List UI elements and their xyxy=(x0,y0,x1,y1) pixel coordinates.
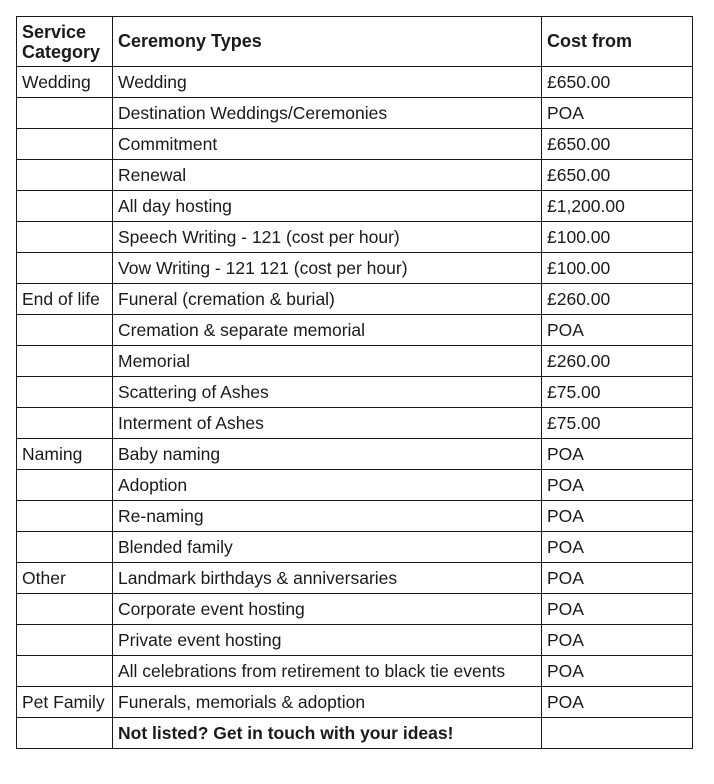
table-row xyxy=(17,532,693,563)
cell-cost: POA xyxy=(542,439,693,470)
cell-category xyxy=(17,160,113,191)
header-service-category: Service Category xyxy=(17,17,113,67)
cell-category xyxy=(17,129,113,160)
cell-category: Naming xyxy=(17,439,113,470)
cell-cost: POA xyxy=(542,687,693,718)
footer-cost-cell xyxy=(542,718,693,749)
cell-cost: POA xyxy=(542,315,693,346)
cell-ceremony: Corporate event hosting xyxy=(113,594,542,625)
table-row xyxy=(17,253,693,284)
cell-ceremony: All celebrations from retirement to black tie events xyxy=(113,656,542,687)
cell-category: Other xyxy=(17,563,113,594)
table-row xyxy=(17,470,693,501)
table-row xyxy=(17,129,693,160)
table-row xyxy=(17,563,693,594)
table-body xyxy=(17,67,693,749)
cell-ceremony: Funeral (cremation & burial) xyxy=(113,284,542,315)
table-row xyxy=(17,594,693,625)
footer-category-cell xyxy=(17,718,113,749)
cell-cost: POA xyxy=(542,532,693,563)
cell-cost: £75.00 xyxy=(542,408,693,439)
header-cost-from: Cost from xyxy=(542,17,693,67)
cell-ceremony: Cremation & separate memorial xyxy=(113,315,542,346)
header-row xyxy=(17,17,693,67)
cell-ceremony: All day hosting xyxy=(113,191,542,222)
cell-cost: £75.00 xyxy=(542,377,693,408)
footer-row xyxy=(17,718,693,749)
cell-category xyxy=(17,408,113,439)
table-row xyxy=(17,346,693,377)
cell-ceremony: Interment of Ashes xyxy=(113,408,542,439)
cell-ceremony: Blended family xyxy=(113,532,542,563)
table-row xyxy=(17,315,693,346)
cell-category xyxy=(17,656,113,687)
table-row xyxy=(17,439,693,470)
cell-cost: POA xyxy=(542,470,693,501)
cell-ceremony: Baby naming xyxy=(113,439,542,470)
cell-ceremony: Renewal xyxy=(113,160,542,191)
cell-ceremony: Funerals, memorials & adoption xyxy=(113,687,542,718)
cell-category xyxy=(17,377,113,408)
cell-category xyxy=(17,315,113,346)
table-row xyxy=(17,67,693,98)
table-row xyxy=(17,160,693,191)
cell-category xyxy=(17,253,113,284)
table-header xyxy=(17,17,693,67)
cell-cost: £650.00 xyxy=(542,129,693,160)
cell-ceremony: Destination Weddings/Ceremonies xyxy=(113,98,542,129)
cell-category xyxy=(17,346,113,377)
table-row xyxy=(17,284,693,315)
cell-ceremony: Vow Writing - 121 121 (cost per hour) xyxy=(113,253,542,284)
not-listed-note: Not listed? Get in touch with your ideas! xyxy=(113,718,542,749)
cell-ceremony: Memorial xyxy=(113,346,542,377)
cell-cost: POA xyxy=(542,594,693,625)
cell-category xyxy=(17,470,113,501)
table-row xyxy=(17,656,693,687)
cell-cost: £260.00 xyxy=(542,284,693,315)
cell-cost: POA xyxy=(542,98,693,129)
cell-ceremony: Private event hosting xyxy=(113,625,542,656)
cell-cost: POA xyxy=(542,501,693,532)
cell-ceremony: Commitment xyxy=(113,129,542,160)
cell-ceremony: Adoption xyxy=(113,470,542,501)
cell-ceremony: Speech Writing - 121 (cost per hour) xyxy=(113,222,542,253)
cell-ceremony: Wedding xyxy=(113,67,542,98)
cell-category xyxy=(17,625,113,656)
cell-category: Wedding xyxy=(17,67,113,98)
table-row xyxy=(17,687,693,718)
table-row xyxy=(17,222,693,253)
cell-cost: POA xyxy=(542,625,693,656)
cell-cost: £1,200.00 xyxy=(542,191,693,222)
cell-cost: POA xyxy=(542,656,693,687)
cell-ceremony: Re-naming xyxy=(113,501,542,532)
cell-category: End of life xyxy=(17,284,113,315)
cell-cost: £650.00 xyxy=(542,67,693,98)
table-row xyxy=(17,408,693,439)
table-row xyxy=(17,98,693,129)
cell-category xyxy=(17,532,113,563)
table-row xyxy=(17,501,693,532)
cell-category xyxy=(17,594,113,625)
cell-category: Pet Family xyxy=(17,687,113,718)
table-row xyxy=(17,191,693,222)
table-row xyxy=(17,625,693,656)
header-ceremony-types: Ceremony Types xyxy=(113,17,542,67)
cell-cost: £100.00 xyxy=(542,222,693,253)
cell-category xyxy=(17,191,113,222)
cell-cost: £650.00 xyxy=(542,160,693,191)
cell-category xyxy=(17,222,113,253)
cell-ceremony: Landmark birthdays & anniversaries xyxy=(113,563,542,594)
cell-cost: POA xyxy=(542,563,693,594)
cell-cost: £100.00 xyxy=(542,253,693,284)
services-price-table xyxy=(16,16,693,749)
cell-category xyxy=(17,98,113,129)
cell-cost: £260.00 xyxy=(542,346,693,377)
table-row xyxy=(17,377,693,408)
cell-category xyxy=(17,501,113,532)
cell-ceremony: Scattering of Ashes xyxy=(113,377,542,408)
